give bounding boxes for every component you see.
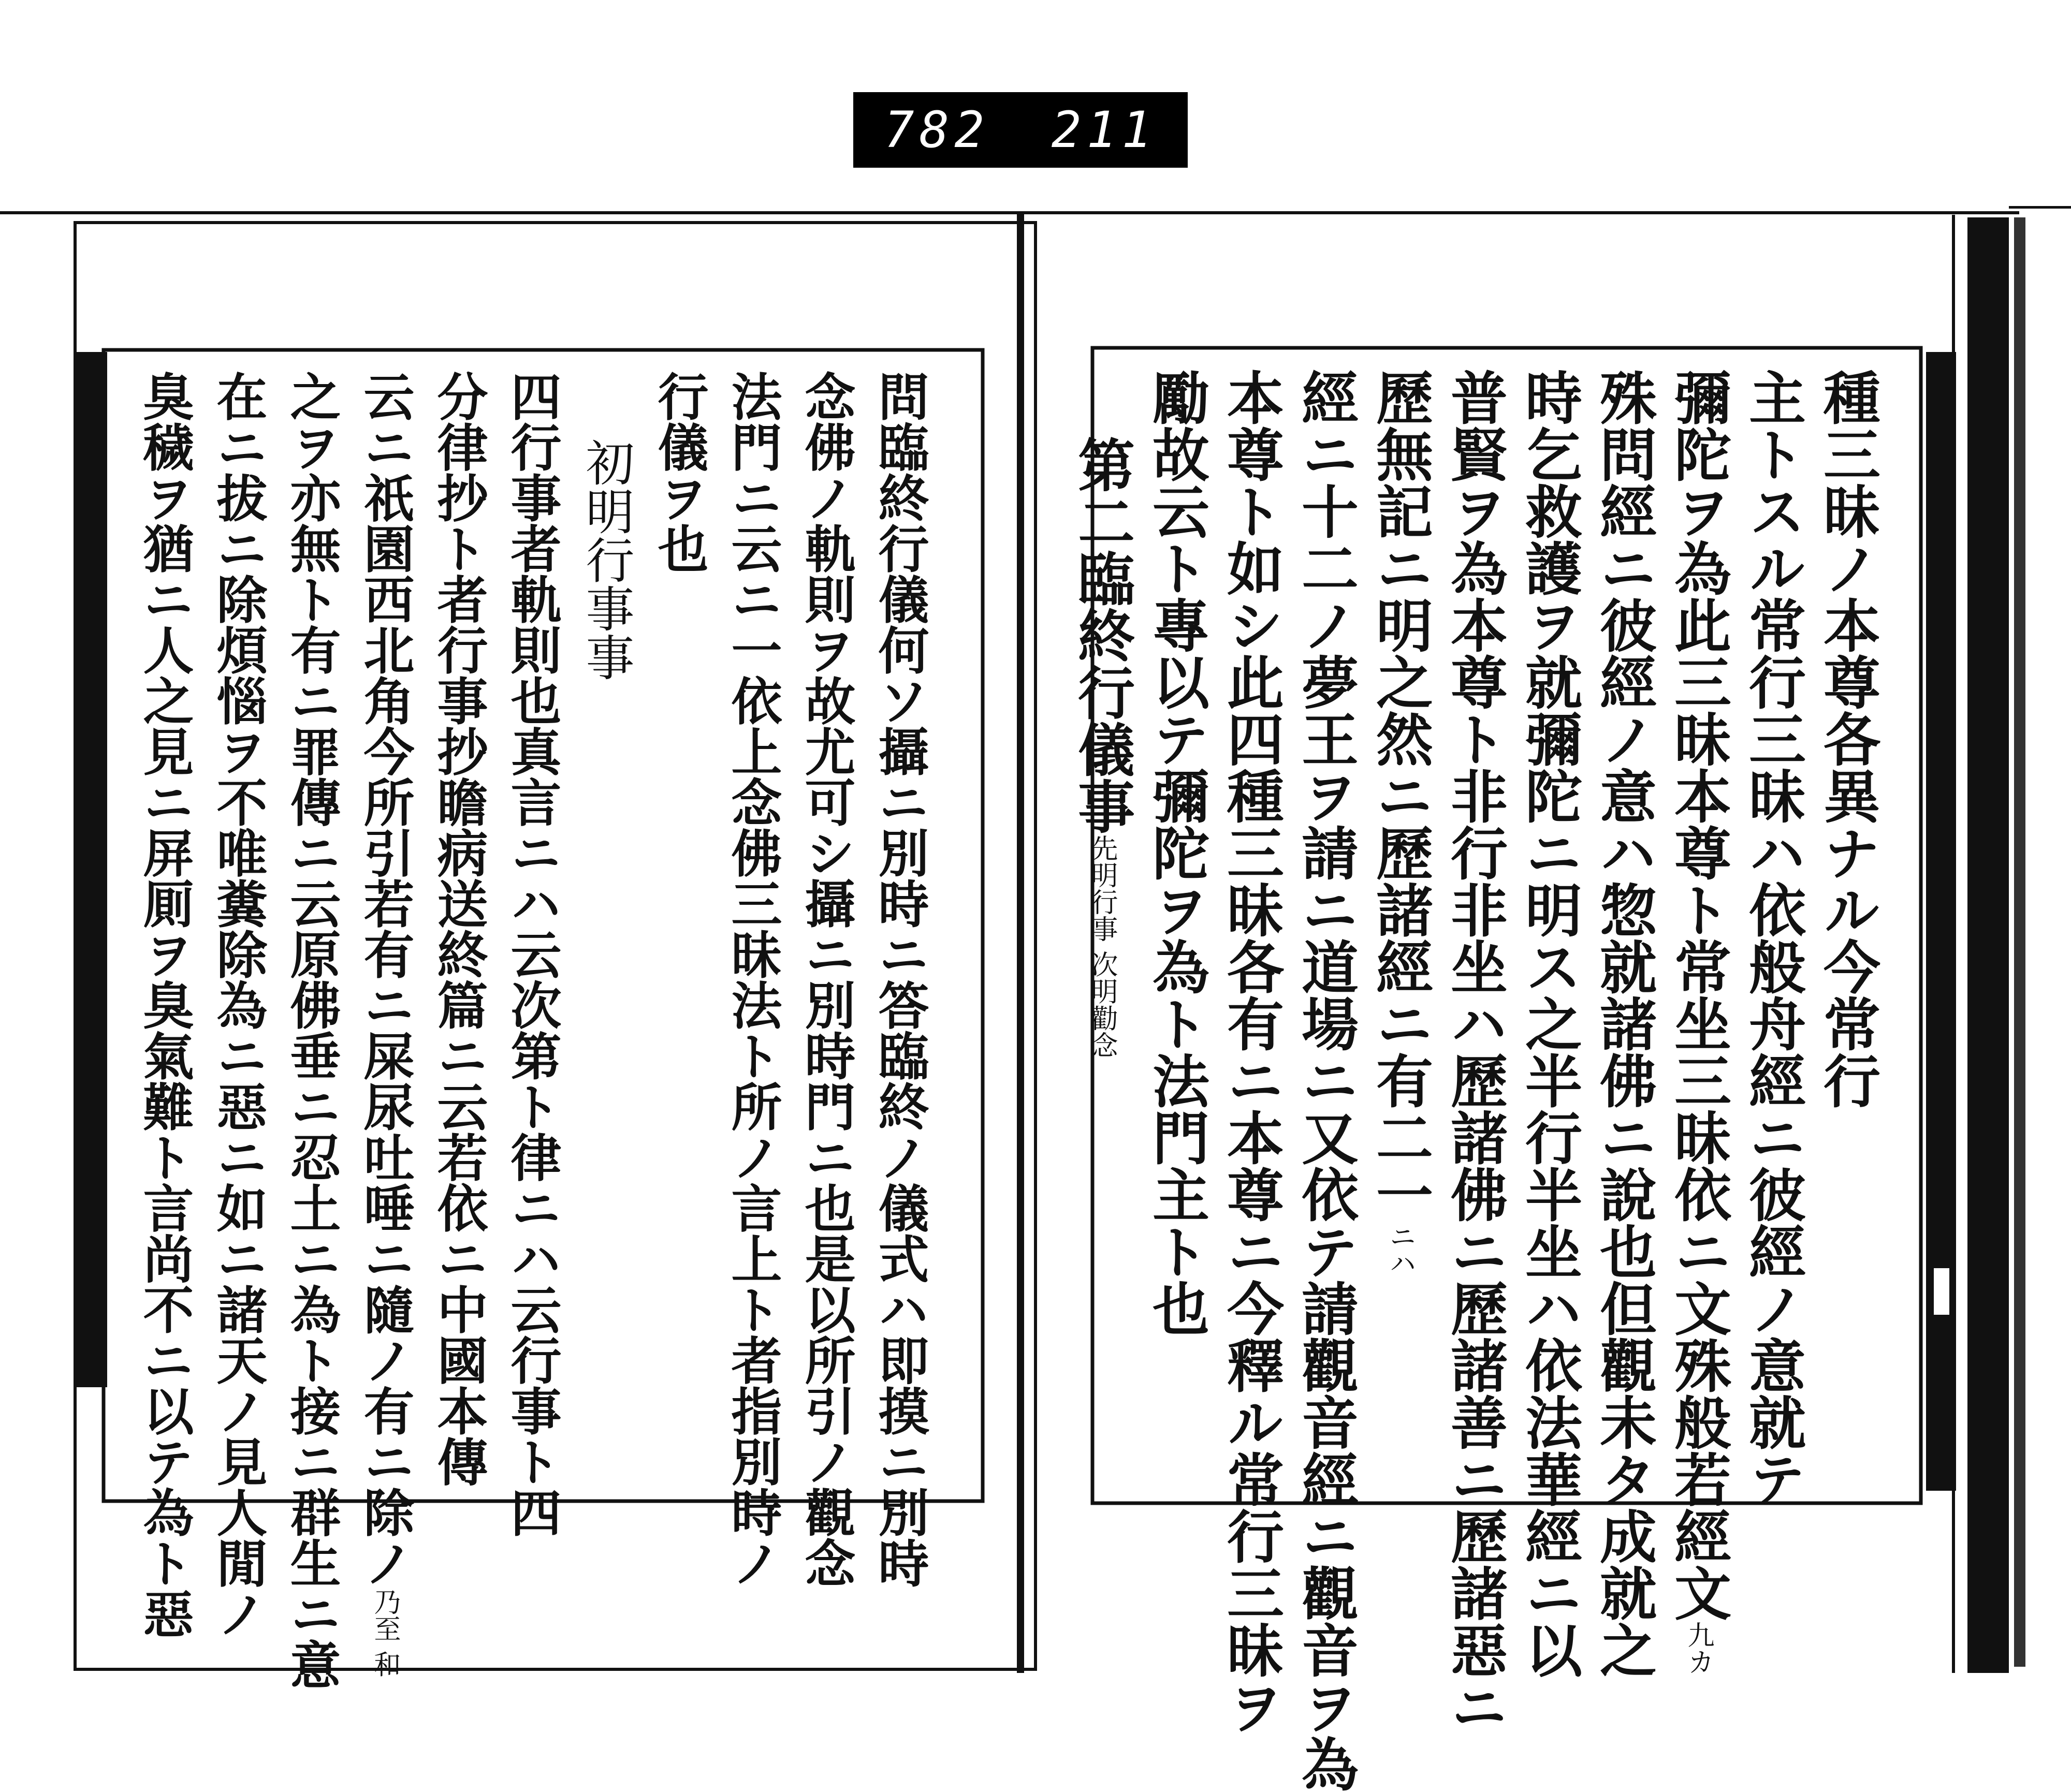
right-column-3	[1661, 369, 1735, 1675]
right-column-3-note: 九カ	[1683, 1621, 1714, 1675]
right-page-thick-edge	[1967, 217, 2009, 1673]
right-column-3-text: 彌陀ヲ為此三昧本尊ト常坐三昧依ニ文殊般若經文	[1665, 369, 1732, 1621]
archive-number-right: 211	[1051, 101, 1157, 159]
right-column-2-text: 主トスル常行三昧ハ依般舟經ニ彼經ノ意就テ	[1740, 369, 1806, 1507]
section-heading-note: 先明行事 次明勸念	[1086, 834, 1117, 1059]
right-page-text	[1069, 348, 1921, 1792]
right-column-10: 勵故云ト專以テ彌陀ヲ為ト法門主ト也	[1143, 369, 1210, 1336]
right-page-inner-shadow	[1926, 352, 1956, 1491]
right-page-shadow-gap	[1934, 1268, 1949, 1315]
left-page-text	[104, 350, 983, 1690]
right-column-7-note: ニハ	[1384, 1223, 1416, 1276]
left-column-4: 行儀ヲ也	[649, 371, 709, 574]
section-heading	[1064, 369, 1139, 1482]
right-column-6: 普賢ヲ為本尊ト非行非坐ハ歷諸佛ニ歷諸善ニ歷諸惡ニ	[1441, 369, 1508, 1735]
left-column-8	[348, 371, 421, 1678]
left-column-6: 四行事者軌則也真言ニハ云次第ト律ニハ云行事ト四	[502, 371, 562, 1537]
right-column-7-text: 歷無記ニ明之然ニ歷諸經ニ有二一	[1367, 369, 1434, 1223]
right-column-8: 經ニ十二ノ夢王ヲ請ニ道場ニ又依テ請觀音經ニ觀音ヲ為	[1292, 369, 1359, 1792]
left-column-9: 之ヲ亦無ト有ニ罪傳ニ云原佛垂ニ忍土ニ為ト接ニ群生ニ意	[282, 371, 341, 1690]
right-column-1: 種三昧ノ本尊各異ナル今常行	[1814, 369, 1881, 1109]
left-column-7: 分律抄ト者行事抄瞻病送終篇ニ云若依ニ中國本傳	[429, 371, 488, 1487]
subsection-heading: 初明行事事	[577, 438, 634, 681]
left-column-3: 法門ニ云ニ一依上念佛三昧法ト所ノ言上ト者指別時ノ	[723, 371, 782, 1588]
left-column-11: 臭穢ヲ猶ニ人之見ニ屏厠ヲ臭氣難ト言尚不ニ以テ為ト惡	[135, 371, 194, 1639]
gutter-line	[1017, 212, 1024, 1673]
top-rule-right-ext	[2009, 206, 2071, 209]
right-page	[1069, 348, 1921, 1792]
right-column-7	[1363, 369, 1437, 1482]
right-page-far-edge	[2014, 217, 2025, 1667]
right-column-2	[1735, 369, 1810, 1507]
left-column-8-note: 乃至 和	[369, 1588, 400, 1678]
right-column-5: 時乞救護ヲ就彌陀ニ明ス之半行半坐ハ依法華經ニ以	[1516, 369, 1583, 1678]
top-rule	[0, 211, 2019, 214]
right-column-9: 本尊ト如シ此四種三昧各有ニ本尊ニ今釋ル常行三昧ヲ	[1218, 369, 1285, 1735]
archive-number-left: 782	[884, 101, 990, 159]
left-column-8-text: 云ニ祇園西北角今所引若有ニ屎尿吐唾ニ隨ノ有ニ除ノ	[355, 371, 415, 1588]
left-column-10: 在ニ拔ニ除煩惱ヲ不唯糞除為ニ惡ニ如ニ諸天ノ見人閒ノ	[208, 371, 268, 1639]
left-page	[104, 350, 983, 1690]
left-column-2: 念佛ノ軌則ヲ故尤可シ攝ニ別時門ニ也是以所引ノ觀念	[796, 371, 856, 1588]
right-column-4: 殊問經ニ彼經ノ意ハ惣就諸佛ニ說也但觀未タ成就之	[1591, 369, 1657, 1678]
left-column-1: 問臨終行儀何ソ攝ニ別時ニ答臨終ノ儀式ハ即摸ニ別時	[870, 371, 929, 1588]
archive-number-label	[853, 92, 1188, 168]
section-heading-text: 第二臨終行儀事	[1069, 436, 1135, 834]
